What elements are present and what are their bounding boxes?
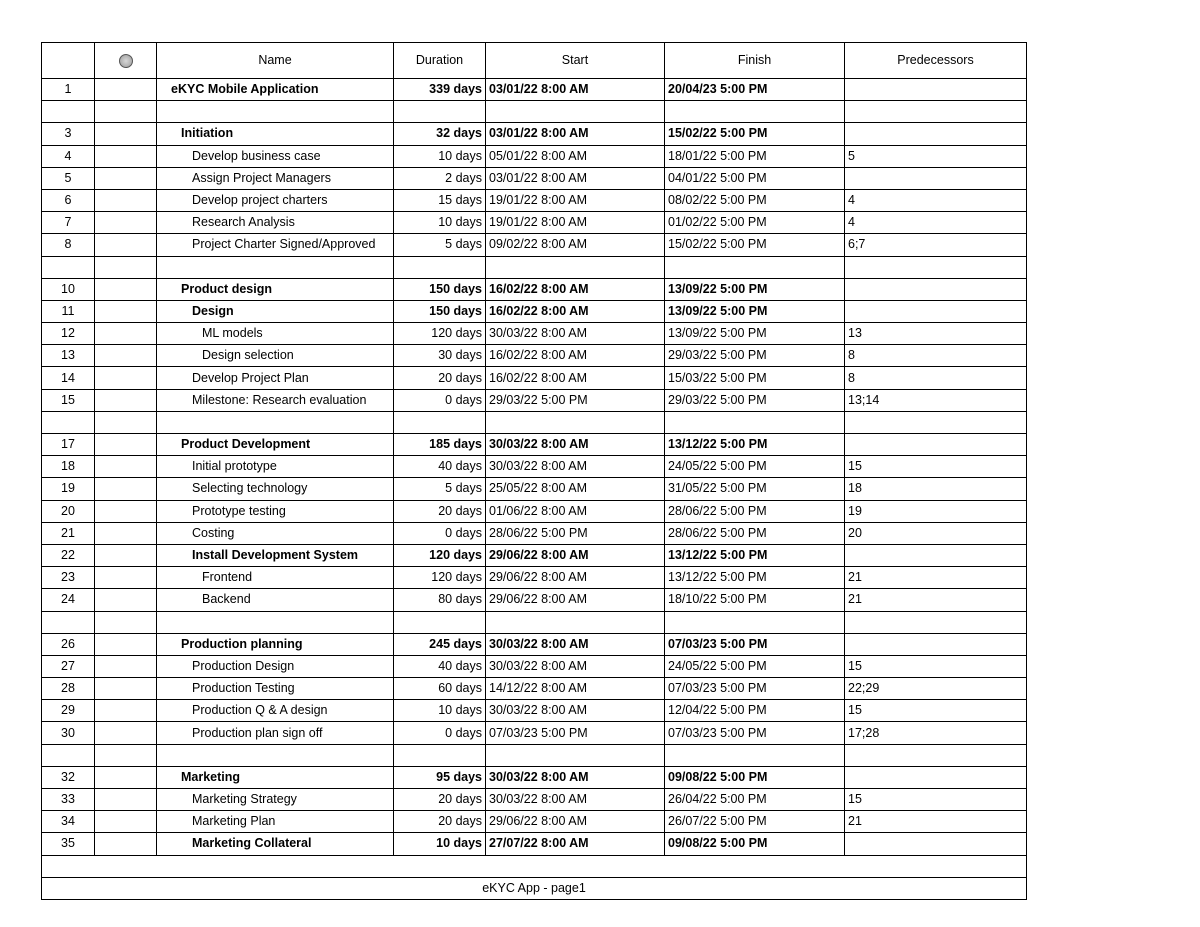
info-icon <box>119 54 133 68</box>
task-predecessors: 4 <box>845 212 1027 234</box>
task-predecessors: 13 <box>845 323 1027 345</box>
task-id <box>42 256 95 278</box>
task-finish: 13/12/22 5:00 PM <box>665 544 845 566</box>
task-duration <box>394 411 486 433</box>
task-finish: 04/01/22 5:00 PM <box>665 167 845 189</box>
task-predecessors: 15 <box>845 700 1027 722</box>
task-predecessors: 17;28 <box>845 722 1027 744</box>
task-start: 03/01/22 8:00 AM <box>486 123 665 145</box>
task-id: 22 <box>42 544 95 566</box>
task-finish <box>665 611 845 633</box>
task-id: 23 <box>42 567 95 589</box>
task-id: 19 <box>42 478 95 500</box>
task-duration: 60 days <box>394 678 486 700</box>
task-duration: 185 days <box>394 434 486 456</box>
task-start <box>486 744 665 766</box>
task-name: Marketing Strategy <box>157 789 394 811</box>
header-id <box>42 43 95 79</box>
task-finish: 31/05/22 5:00 PM <box>665 478 845 500</box>
task-predecessors <box>845 300 1027 322</box>
task-start: 30/03/22 8:00 AM <box>486 323 665 345</box>
task-name <box>157 611 394 633</box>
task-duration: 20 days <box>394 367 486 389</box>
task-duration <box>394 744 486 766</box>
task-duration: 2 days <box>394 167 486 189</box>
task-predecessors: 4 <box>845 189 1027 211</box>
footer-row <box>42 877 1027 899</box>
task-finish: 07/03/23 5:00 PM <box>665 678 845 700</box>
task-start: 16/02/22 8:00 AM <box>486 367 665 389</box>
task-name: Production plan sign off <box>157 722 394 744</box>
task-name: Milestone: Research evaluation <box>157 389 394 411</box>
table-row[interactable] <box>42 212 1027 234</box>
task-predecessors: 21 <box>845 811 1027 833</box>
task-name <box>157 101 394 123</box>
header-duration: Duration <box>394 43 486 79</box>
task-name <box>157 744 394 766</box>
task-start: 01/06/22 8:00 AM <box>486 500 665 522</box>
task-finish: 13/12/22 5:00 PM <box>665 434 845 456</box>
task-indicator <box>95 367 157 389</box>
task-id: 12 <box>42 323 95 345</box>
task-name: Marketing Collateral <box>157 833 394 855</box>
task-indicator <box>95 522 157 544</box>
task-id: 4 <box>42 145 95 167</box>
task-indicator <box>95 700 157 722</box>
table-row[interactable] <box>42 766 1027 788</box>
task-finish: 29/03/22 5:00 PM <box>665 345 845 367</box>
table-row[interactable] <box>42 722 1027 744</box>
task-indicator <box>95 323 157 345</box>
task-predecessors: 18 <box>845 478 1027 500</box>
task-indicator <box>95 212 157 234</box>
header-start: Start <box>486 43 665 79</box>
task-duration: 0 days <box>394 522 486 544</box>
task-indicator <box>95 500 157 522</box>
table-row[interactable] <box>42 145 1027 167</box>
table-row[interactable] <box>42 744 1027 766</box>
task-finish: 13/12/22 5:00 PM <box>665 567 845 589</box>
task-finish: 29/03/22 5:00 PM <box>665 389 845 411</box>
task-start: 30/03/22 8:00 AM <box>486 700 665 722</box>
task-finish: 09/08/22 5:00 PM <box>665 833 845 855</box>
table-row[interactable] <box>42 345 1027 367</box>
task-name: Develop business case <box>157 145 394 167</box>
task-duration: 40 days <box>394 456 486 478</box>
table-row[interactable] <box>42 456 1027 478</box>
task-finish: 07/03/23 5:00 PM <box>665 722 845 744</box>
task-start: 30/03/22 8:00 AM <box>486 655 665 677</box>
task-id: 18 <box>42 456 95 478</box>
task-finish: 13/09/22 5:00 PM <box>665 323 845 345</box>
task-id: 29 <box>42 700 95 722</box>
task-id: 33 <box>42 789 95 811</box>
task-finish <box>665 256 845 278</box>
task-start: 29/06/22 8:00 AM <box>486 567 665 589</box>
task-duration: 120 days <box>394 544 486 566</box>
task-predecessors <box>845 123 1027 145</box>
task-duration: 20 days <box>394 789 486 811</box>
task-finish: 28/06/22 5:00 PM <box>665 500 845 522</box>
task-start <box>486 611 665 633</box>
task-start: 30/03/22 8:00 AM <box>486 434 665 456</box>
task-finish: 01/02/22 5:00 PM <box>665 212 845 234</box>
table-row[interactable] <box>42 323 1027 345</box>
table-row[interactable] <box>42 256 1027 278</box>
task-id: 21 <box>42 522 95 544</box>
task-duration: 30 days <box>394 345 486 367</box>
task-finish: 18/10/22 5:00 PM <box>665 589 845 611</box>
task-name: eKYC Mobile Application <box>157 79 394 101</box>
task-indicator <box>95 256 157 278</box>
task-duration: 20 days <box>394 811 486 833</box>
task-predecessors <box>845 278 1027 300</box>
task-duration: 120 days <box>394 567 486 589</box>
task-start: 16/02/22 8:00 AM <box>486 300 665 322</box>
task-name: Design <box>157 300 394 322</box>
task-predecessors: 21 <box>845 589 1027 611</box>
task-start: 03/01/22 8:00 AM <box>486 79 665 101</box>
task-predecessors: 22;29 <box>845 678 1027 700</box>
task-indicator <box>95 478 157 500</box>
table-row[interactable] <box>42 567 1027 589</box>
table-row[interactable] <box>42 234 1027 256</box>
task-indicator <box>95 434 157 456</box>
task-duration: 15 days <box>394 189 486 211</box>
task-id: 30 <box>42 722 95 744</box>
task-duration: 0 days <box>394 389 486 411</box>
task-predecessors: 21 <box>845 567 1027 589</box>
task-duration: 95 days <box>394 766 486 788</box>
task-predecessors: 5 <box>845 145 1027 167</box>
task-name: Research Analysis <box>157 212 394 234</box>
task-start: 29/03/22 5:00 PM <box>486 389 665 411</box>
table-row[interactable] <box>42 589 1027 611</box>
table-row[interactable] <box>42 167 1027 189</box>
task-finish <box>665 101 845 123</box>
task-finish: 15/02/22 5:00 PM <box>665 234 845 256</box>
task-predecessors <box>845 833 1027 855</box>
table-row[interactable] <box>42 101 1027 123</box>
task-name: Marketing Plan <box>157 811 394 833</box>
task-indicator <box>95 811 157 833</box>
task-name: Install Development System <box>157 544 394 566</box>
task-name: Initial prototype <box>157 456 394 478</box>
task-indicator <box>95 722 157 744</box>
task-indicator <box>95 123 157 145</box>
task-start: 16/02/22 8:00 AM <box>486 345 665 367</box>
task-id <box>42 411 95 433</box>
task-start <box>486 256 665 278</box>
table-row[interactable] <box>42 700 1027 722</box>
task-predecessors: 19 <box>845 500 1027 522</box>
task-id: 15 <box>42 389 95 411</box>
task-predecessors <box>845 256 1027 278</box>
task-duration: 80 days <box>394 589 486 611</box>
task-finish: 15/02/22 5:00 PM <box>665 123 845 145</box>
table-row[interactable] <box>42 678 1027 700</box>
task-start <box>486 411 665 433</box>
task-predecessors <box>845 101 1027 123</box>
task-id: 6 <box>42 189 95 211</box>
task-duration: 5 days <box>394 478 486 500</box>
task-duration <box>394 101 486 123</box>
task-name: Production planning <box>157 633 394 655</box>
task-start: 29/06/22 8:00 AM <box>486 811 665 833</box>
task-duration: 150 days <box>394 278 486 300</box>
task-predecessors: 8 <box>845 345 1027 367</box>
task-start: 25/05/22 8:00 AM <box>486 478 665 500</box>
header-finish: Finish <box>665 43 845 79</box>
task-id: 5 <box>42 167 95 189</box>
task-predecessors: 8 <box>845 367 1027 389</box>
table-row[interactable] <box>42 500 1027 522</box>
task-duration: 32 days <box>394 123 486 145</box>
task-id: 28 <box>42 678 95 700</box>
task-indicator <box>95 145 157 167</box>
task-name: Selecting technology <box>157 478 394 500</box>
task-name: ML models <box>157 323 394 345</box>
task-id <box>42 101 95 123</box>
task-predecessors <box>845 411 1027 433</box>
task-predecessors <box>845 167 1027 189</box>
task-predecessors <box>845 79 1027 101</box>
task-indicator <box>95 833 157 855</box>
table-row[interactable] <box>42 789 1027 811</box>
task-start: 30/03/22 8:00 AM <box>486 633 665 655</box>
task-name: Assign Project Managers <box>157 167 394 189</box>
task-name: Backend <box>157 589 394 611</box>
task-duration: 0 days <box>394 722 486 744</box>
task-id: 32 <box>42 766 95 788</box>
table-row[interactable] <box>42 833 1027 855</box>
task-name: Production Q & A design <box>157 700 394 722</box>
task-finish: 20/04/23 5:00 PM <box>665 79 845 101</box>
task-name: Project Charter Signed/Approved <box>157 234 394 256</box>
task-indicator <box>95 678 157 700</box>
table-row[interactable] <box>42 389 1027 411</box>
task-predecessors <box>845 766 1027 788</box>
table-row[interactable] <box>42 611 1027 633</box>
task-indicator <box>95 167 157 189</box>
task-finish: 12/04/22 5:00 PM <box>665 700 845 722</box>
task-duration: 339 days <box>394 79 486 101</box>
task-indicator <box>95 79 157 101</box>
task-name: Initiation <box>157 123 394 145</box>
header-name: Name <box>157 43 394 79</box>
table-row[interactable] <box>42 411 1027 433</box>
task-indicator <box>95 456 157 478</box>
task-finish: 08/02/22 5:00 PM <box>665 189 845 211</box>
task-duration <box>394 611 486 633</box>
task-start: 07/03/23 5:00 PM <box>486 722 665 744</box>
task-start: 19/01/22 8:00 AM <box>486 212 665 234</box>
task-name: Costing <box>157 522 394 544</box>
task-name <box>157 411 394 433</box>
table-row[interactable] <box>42 478 1027 500</box>
task-duration: 10 days <box>394 212 486 234</box>
task-start: 30/03/22 8:00 AM <box>486 766 665 788</box>
task-name: Product design <box>157 278 394 300</box>
task-finish: 24/05/22 5:00 PM <box>665 456 845 478</box>
task-duration: 10 days <box>394 700 486 722</box>
task-id <box>42 611 95 633</box>
task-finish: 26/04/22 5:00 PM <box>665 789 845 811</box>
task-duration: 40 days <box>394 655 486 677</box>
table-row[interactable] <box>42 544 1027 566</box>
task-finish: 07/03/23 5:00 PM <box>665 633 845 655</box>
task-finish: 09/08/22 5:00 PM <box>665 766 845 788</box>
task-start: 09/02/22 8:00 AM <box>486 234 665 256</box>
table-row[interactable] <box>42 278 1027 300</box>
table-row[interactable] <box>42 123 1027 145</box>
table-row[interactable] <box>42 434 1027 456</box>
table-row[interactable] <box>42 633 1027 655</box>
task-duration: 120 days <box>394 323 486 345</box>
task-id: 26 <box>42 633 95 655</box>
task-indicator <box>95 633 157 655</box>
table-row[interactable] <box>42 367 1027 389</box>
task-duration <box>394 256 486 278</box>
task-indicator <box>95 389 157 411</box>
task-name <box>157 256 394 278</box>
task-start: 05/01/22 8:00 AM <box>486 145 665 167</box>
task-start: 27/07/22 8:00 AM <box>486 833 665 855</box>
task-indicator <box>95 611 157 633</box>
task-name: Prototype testing <box>157 500 394 522</box>
task-duration: 10 days <box>394 145 486 167</box>
task-id: 35 <box>42 833 95 855</box>
task-predecessors: 15 <box>845 789 1027 811</box>
task-predecessors: 6;7 <box>845 234 1027 256</box>
task-name: Marketing <box>157 766 394 788</box>
task-predecessors <box>845 611 1027 633</box>
task-indicator <box>95 411 157 433</box>
task-id: 11 <box>42 300 95 322</box>
task-id: 3 <box>42 123 95 145</box>
task-indicator <box>95 744 157 766</box>
task-id: 34 <box>42 811 95 833</box>
task-indicator <box>95 101 157 123</box>
task-name: Production Design <box>157 655 394 677</box>
task-duration: 150 days <box>394 300 486 322</box>
task-id: 14 <box>42 367 95 389</box>
task-id <box>42 744 95 766</box>
task-duration: 5 days <box>394 234 486 256</box>
task-finish: 18/01/22 5:00 PM <box>665 145 845 167</box>
task-start <box>486 101 665 123</box>
task-finish: 15/03/22 5:00 PM <box>665 367 845 389</box>
task-predecessors: 13;14 <box>845 389 1027 411</box>
task-name: Product Development <box>157 434 394 456</box>
table-row[interactable] <box>42 811 1027 833</box>
table-row[interactable] <box>42 79 1027 101</box>
task-id: 7 <box>42 212 95 234</box>
task-indicator <box>95 766 157 788</box>
task-id: 13 <box>42 345 95 367</box>
task-start: 16/02/22 8:00 AM <box>486 278 665 300</box>
task-start: 30/03/22 8:00 AM <box>486 789 665 811</box>
task-finish: 13/09/22 5:00 PM <box>665 278 845 300</box>
task-indicator <box>95 655 157 677</box>
task-name: Production Testing <box>157 678 394 700</box>
task-name: Frontend <box>157 567 394 589</box>
task-name: Develop Project Plan <box>157 367 394 389</box>
task-predecessors <box>845 633 1027 655</box>
task-indicator <box>95 300 157 322</box>
task-predecessors <box>845 744 1027 766</box>
task-duration: 20 days <box>394 500 486 522</box>
task-id: 1 <box>42 79 95 101</box>
task-indicator <box>95 789 157 811</box>
task-id: 27 <box>42 655 95 677</box>
task-start: 28/06/22 5:00 PM <box>486 522 665 544</box>
header-predecessors: Predecessors <box>845 43 1027 79</box>
header-indicators <box>95 43 157 79</box>
task-predecessors <box>845 434 1027 456</box>
task-indicator <box>95 234 157 256</box>
table-row[interactable] <box>42 655 1027 677</box>
task-finish: 24/05/22 5:00 PM <box>665 655 845 677</box>
task-finish: 13/09/22 5:00 PM <box>665 300 845 322</box>
task-start: 29/06/22 8:00 AM <box>486 589 665 611</box>
task-indicator <box>95 189 157 211</box>
task-id: 24 <box>42 589 95 611</box>
task-indicator <box>95 589 157 611</box>
task-indicator <box>95 567 157 589</box>
task-indicator <box>95 544 157 566</box>
task-start: 03/01/22 8:00 AM <box>486 167 665 189</box>
task-finish: 26/07/22 5:00 PM <box>665 811 845 833</box>
task-start: 14/12/22 8:00 AM <box>486 678 665 700</box>
header-row <box>42 43 1027 79</box>
task-finish <box>665 744 845 766</box>
task-duration: 10 days <box>394 833 486 855</box>
table-row[interactable] <box>42 522 1027 544</box>
task-finish: 28/06/22 5:00 PM <box>665 522 845 544</box>
task-start: 19/01/22 8:00 AM <box>486 189 665 211</box>
task-id: 8 <box>42 234 95 256</box>
task-indicator <box>95 345 157 367</box>
task-predecessors <box>845 544 1027 566</box>
task-indicator <box>95 278 157 300</box>
task-predecessors: 15 <box>845 655 1027 677</box>
page-footer: eKYC App - page1 <box>42 877 1027 899</box>
table-row[interactable] <box>42 189 1027 211</box>
task-list <box>42 79 1027 856</box>
task-name: Design selection <box>157 345 394 367</box>
task-predecessors: 15 <box>845 456 1027 478</box>
task-id: 20 <box>42 500 95 522</box>
task-finish <box>665 411 845 433</box>
task-start: 30/03/22 8:00 AM <box>486 456 665 478</box>
task-duration: 245 days <box>394 633 486 655</box>
task-table <box>41 42 1027 900</box>
task-id: 10 <box>42 278 95 300</box>
task-id: 17 <box>42 434 95 456</box>
spacer-row <box>42 855 1027 877</box>
table-row[interactable] <box>42 300 1027 322</box>
task-start: 29/06/22 8:00 AM <box>486 544 665 566</box>
task-predecessors: 20 <box>845 522 1027 544</box>
task-name: Develop project charters <box>157 189 394 211</box>
